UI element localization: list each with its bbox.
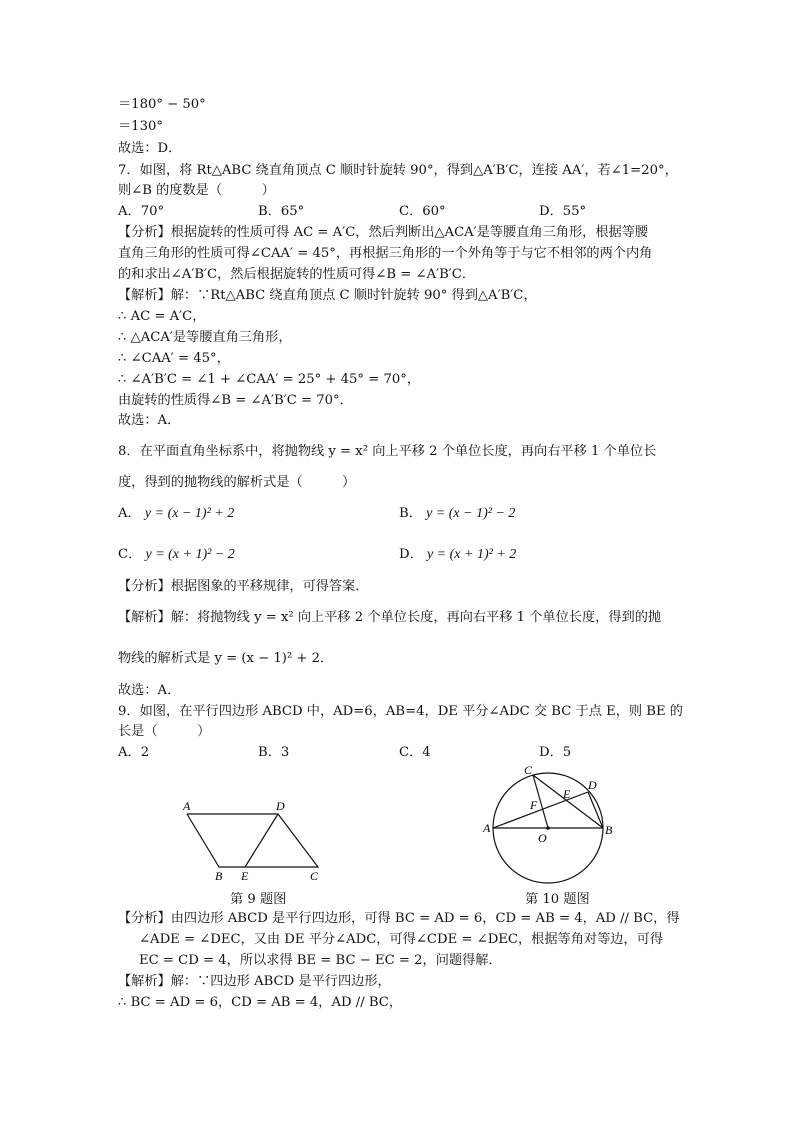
solution-line: ∴ AC = A′C， (118, 309, 206, 324)
point-label-d: D (588, 778, 597, 792)
analysis-line: EC = CD = 4，所以求得 BE = BC − EC = 2，问题得解． (139, 953, 502, 968)
q8-option-c: C． y = (x + 1)² − 2 (118, 547, 235, 562)
question-7-stem-cont: 则∠B 的度数是（ ） (118, 183, 275, 198)
q9-option-d: D．5 (539, 745, 572, 760)
figure-9-caption: 第 9 题图 (230, 892, 287, 907)
figure-10-circle (480, 762, 620, 887)
solution-line: ∴ ∠CAA′ = 45°， (118, 351, 230, 366)
point-label-c: C (524, 763, 533, 777)
question-9-stem: 9．如图，在平行四边形 ABCD 中，AD=6，AB=4，DE 平分∠ADC 交 BC 于点 E，则 BE 的 (118, 704, 683, 719)
q9-option-c: C．4 (399, 745, 431, 760)
question-9-stem-cont: 长是（ ） (118, 724, 211, 739)
analysis-line: ∠ADE = ∠DEC，又由 DE 平分∠ADC，可得∠CDE = ∠DEC，根据等角对等边，可得 (139, 932, 664, 947)
analysis-line: 直角三角形的性质可得∠CAA′ = 45°，再根据三角形的一个外角等于与它不相邻的两个内角 (118, 246, 653, 261)
point-label-a: A (183, 799, 191, 813)
analysis-line: 【分析】根据图象的平移规律，可得答案． (118, 579, 369, 594)
solution-line: ∴ BC = AD = 6，CD = AB = 4，AD // BC， (118, 995, 403, 1010)
figure-9-parallelogram (170, 790, 330, 885)
parallelogram-abcd (187, 814, 318, 867)
solution-line: 由旋转的性质得∠B = ∠A′B′C = 70°． (118, 393, 353, 408)
point-label-e: E (241, 869, 249, 883)
question-7-stem: 7．如图，将 Rt△ABC 绕直角顶点 C 顺时针旋转 90°，得到△A′B′C，连接 AA′，若∠1=20°， (118, 163, 678, 178)
chord-ad (493, 792, 588, 828)
point-label-b: B (605, 823, 613, 837)
point-label-a: A (483, 821, 491, 835)
q8-option-a: A． y = (x − 1)² + 2 (118, 506, 235, 521)
q9-option-b: B．3 (258, 745, 290, 760)
analysis-line: 【分析】由四边形 ABCD 是平行四边形，可得 BC = AD = 6，CD = AB = 4，AD // BC，得 (118, 911, 680, 926)
solution-line: ∴ △ACA′是等腰直角三角形， (118, 330, 292, 345)
question-8-stem: 8．在平面直角坐标系中，将抛物线 y = x² 向上平移 2 个单位长度，再向右平移 1 个单位长 (118, 444, 657, 459)
q8-option-d: D． y = (x + 1)² + 2 (399, 547, 517, 562)
text-line: ＝130° (118, 119, 163, 134)
point-label-c: C (310, 869, 319, 883)
point-label-d: D (276, 799, 285, 813)
q9-option-a: A．2 (118, 745, 150, 760)
solution-line: 物线的解析式是 y = (x − 1)² + 2． (118, 651, 334, 666)
segment-de (245, 814, 278, 867)
point-label-b: B (215, 869, 223, 883)
point-label-f: F (530, 798, 538, 812)
question-8-stem-cont: 度，得到的抛物线的解析式是（ ） (118, 475, 356, 490)
point-label-o: O (538, 831, 547, 845)
figure-10-caption: 第 10 题图 (525, 892, 590, 907)
solution-line: ∴ ∠A′B′C = ∠1 + ∠CAA′ = 25° + 45° = 70°， (118, 372, 421, 387)
solution-line: 【解析】解：∵Rt△ABC 绕直角顶点 C 顺时针旋转 90° 得到△A′B′C， (118, 288, 537, 303)
q7-option-d: D．55° (539, 204, 587, 219)
q8-option-b: B． y = (x − 1)² − 2 (399, 506, 516, 521)
q7-option-b: B．65° (258, 204, 305, 219)
q7-option-c: C．60° (399, 204, 446, 219)
solution-line: 【解析】解：将抛物线 y = x² 向上平移 2 个单位长度，再向右平移 1 个单位长度，得到的抛 (118, 610, 662, 625)
solution-line: 故选：A． (118, 413, 181, 428)
analysis-line: 的和求出∠A′B′C，然后根据旋转的性质可得∠B = ∠A′B′C． (118, 267, 476, 282)
point-label-e: E (563, 787, 571, 801)
solution-line: 【解析】解：∵四边形 ABCD 是平行四边形， (118, 974, 391, 989)
q7-option-a: A．70° (118, 204, 165, 219)
analysis-line: 【分析】根据旋转的性质可得 AC = A′C，然后判断出△ACA′是等腰直角三角形，根据等腰 (118, 225, 649, 240)
text-line: 故选：D． (118, 141, 182, 156)
text-line: ＝180° − 50° (118, 97, 206, 112)
solution-line: 故选：A． (118, 683, 181, 698)
center-point (546, 826, 550, 830)
